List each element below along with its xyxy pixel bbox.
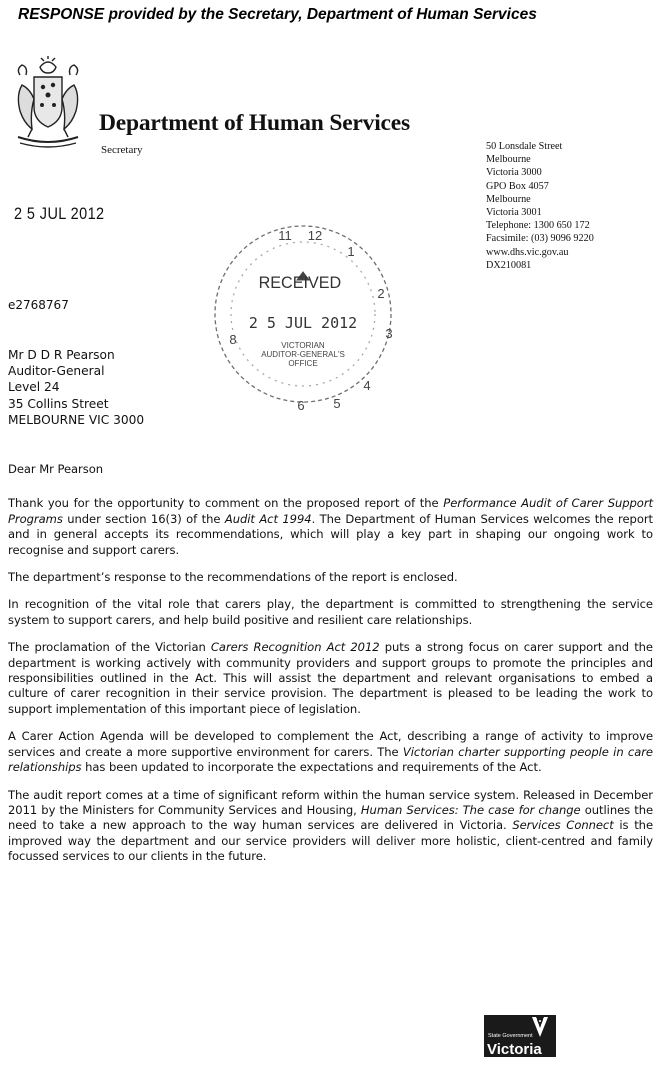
text: The proclamation of the Victorian	[8, 640, 211, 655]
address-line: Melbourne	[486, 154, 531, 166]
act-title: Audit Act 1994	[224, 511, 312, 526]
stamp-received-label: RECEIVED	[258, 272, 342, 293]
address-line: Victoria 3001	[486, 206, 542, 218]
stamp-clock-number: 11	[278, 228, 292, 243]
text: has been updated to incorporate the expectations and requirements of the Act.	[81, 760, 542, 775]
stamp-office-line: AUDITOR-GENERAL'S	[261, 350, 345, 359]
paragraph: In recognition of the vital role that carers play, the department is committed to strengthening the service system to support carers, and help build positive and resilient care relationships.	[8, 597, 653, 627]
text: . The Department of Human Services welcomes the report and in general accepts its recommendations, which will play a key part in shaping our ongoing work to recognise and support carers.	[8, 511, 654, 557]
stamp-clock-number: 2	[377, 286, 385, 301]
salutation: Dear Mr Pearson	[8, 462, 103, 476]
paragraph	[8, 496, 653, 558]
recipient-address	[8, 347, 144, 428]
recipient-line: Auditor-General	[8, 364, 105, 379]
address-line: Facsimile: (03) 9096 9220	[486, 233, 594, 245]
address-line: DX210081	[486, 259, 532, 271]
paragraph	[8, 640, 653, 717]
report-title: Performance Audit of Carer Support Programs	[8, 496, 653, 526]
stamp-office-line: VICTORIAN	[281, 341, 325, 350]
victoria-logo	[482, 1013, 558, 1059]
recipient-line: 35 Collins Street	[8, 396, 109, 411]
text: puts a strong focus on carer support and the department is working actively with community providers and support groups to promote the principles and responsibilities outlined in the Act. This will assist the department and relevant organisations to embed a culture of carer recognition in their service provision. The department is pleased to be leading the work to support implementation of this important piece of legislation.	[8, 640, 653, 716]
logo-text: Victoria	[487, 1041, 542, 1058]
stamp-clock-number: 12	[307, 228, 323, 243]
stamp-date: 2 5 JUL 2012	[248, 314, 358, 332]
stamp-clock-number: 5	[333, 396, 341, 411]
address-line: 50 Lonsdale Street	[486, 141, 563, 152]
text: The audit report comes at a time of significant reform within the human service system. Released in December 2011 by the Ministers for Community Services and Housing,	[8, 787, 653, 817]
address-line: Victoria 3000	[486, 167, 542, 179]
secretary-label: Secretary	[101, 144, 143, 156]
paragraph: The department’s response to the recommendations of the report is enclosed.	[8, 570, 458, 585]
stamp-clock-number: 4	[363, 378, 371, 393]
logo-small-text: State Government	[488, 1033, 533, 1039]
act-title: Carers Recognition Act 2012	[210, 640, 380, 655]
stamp-clock-number: 6	[297, 398, 305, 413]
text: under section 16(3) of the	[62, 511, 225, 526]
received-stamp	[203, 214, 403, 414]
recipient-line: Mr D D R Pearson	[8, 348, 115, 362]
recipient-line: MELBOURNE VIC 3000	[8, 412, 145, 427]
charter-title: Victorian charter supporting people in care relationships	[8, 744, 653, 775]
letter-body	[8, 462, 653, 877]
text: A Carer Action Agenda will be developed to complement the Act, describing a range of activity to improve services and create a more supportive environment for carers. The	[8, 729, 653, 759]
paragraph	[8, 729, 653, 775]
stamp-clock-number: 1	[347, 244, 355, 259]
address-line: GPO Box 4057	[486, 180, 549, 192]
coat-of-arms-icon	[10, 55, 86, 153]
address-line: Melbourne	[486, 193, 531, 205]
letter-date: 2 5 JUL 2012	[14, 204, 105, 223]
publication-title: Human Services: The case for change	[360, 802, 581, 817]
department-name: Department of Human Services	[99, 110, 410, 136]
reference-number: e2768767	[8, 298, 69, 312]
address-line: Telephone: 1300 650 172	[486, 220, 590, 232]
stamp-office-line: OFFICE	[288, 359, 318, 368]
recipient-line: Level 24	[8, 380, 60, 395]
paragraph	[8, 788, 653, 865]
stamp-clock-number: 8	[229, 332, 237, 347]
text: is the improved way the department and our service providers will deliver more holistic, client-centred and family focussed services to our clients in the future.	[8, 818, 653, 864]
stamp-clock-number: 3	[385, 326, 393, 341]
sender-address	[486, 140, 594, 272]
text: Thank you for the opportunity to comment on the proposed report of the	[8, 496, 444, 511]
text: outlines the need to take a new approach to the way human services are delivered in Victoria.	[8, 802, 654, 833]
address-line: www.dhs.vic.gov.au	[486, 246, 569, 258]
page-heading: RESPONSE provided by the Secretary, Department of Human Services	[18, 6, 537, 23]
program-title: Services Connect	[512, 818, 614, 833]
